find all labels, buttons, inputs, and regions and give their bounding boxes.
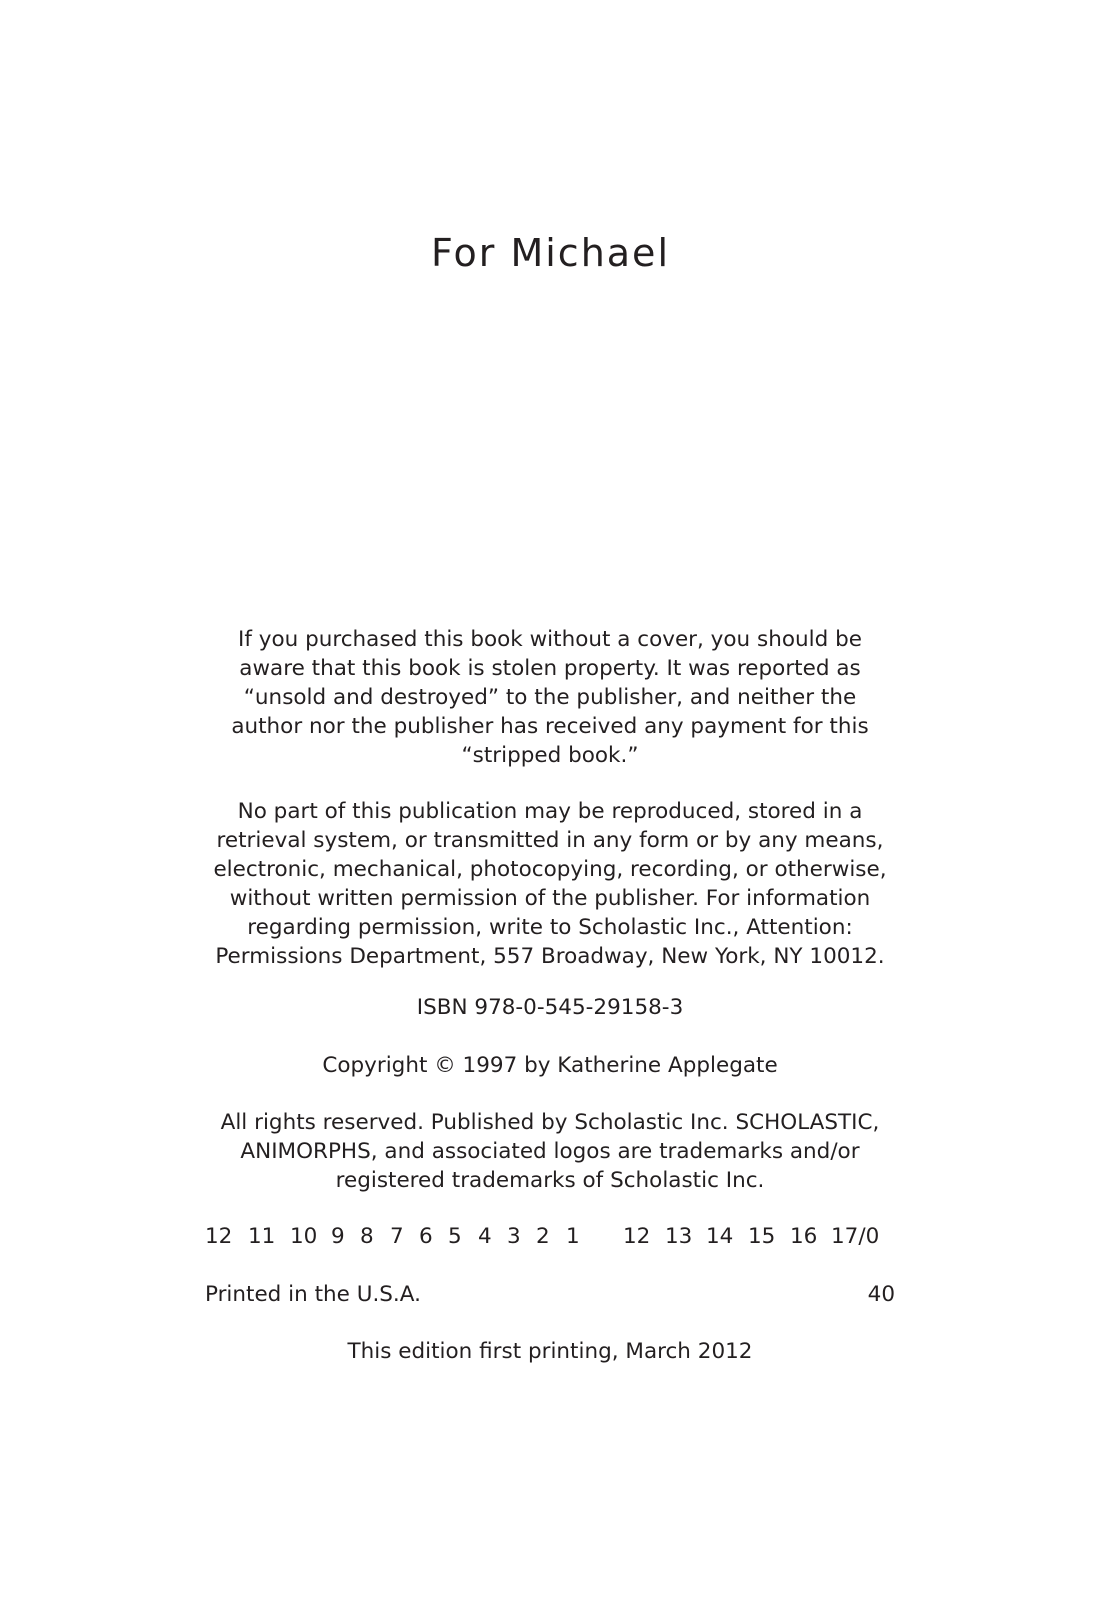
printed-in-row [205,1280,895,1310]
reproduction-rights-notice [205,797,895,971]
rights-line: retrieval system, or transmitted in any form or by any means, [216,828,884,853]
printing-number: 1 [566,1224,580,1249]
printing-number: 5 [448,1224,462,1249]
notice-line: “stripped book.” [461,743,639,768]
printed-in: Printed in the U.S.A. [205,1282,421,1307]
trademark-line: All rights reserved. Published by Scholastic Inc. SCHOLASTIC, [220,1110,880,1135]
printing-number: 4 [478,1224,492,1249]
notice-line: “unsold and destroyed” to the publisher, and neither the [243,685,857,710]
printing-number: 10 [290,1224,318,1249]
rights-line: electronic, mechanical, photocopying, recording, or otherwise, [213,857,887,882]
trademark-notice [205,1108,895,1195]
copyright-line: Copyright © 1997 by Katherine Applegate [322,1053,778,1078]
printing-number: 11 [248,1224,276,1249]
printing-number: 9 [331,1224,345,1249]
dedication: For Michael [431,231,670,275]
printing-number: 13 [665,1224,693,1249]
trademark-line: ANIMORPHS, and associated logos are trademarks and/or [240,1139,860,1164]
printing-number-line [205,1222,895,1252]
notice-line: aware that this book is stolen property. It was reported as [239,656,861,681]
printing-number: 12 [623,1224,651,1249]
printing-number: 2 [536,1224,550,1249]
notice-line: If you purchased this book without a cover, you should be [238,627,862,652]
rights-line: without written permission of the publisher. For information [229,886,871,911]
printing-number: 8 [360,1224,374,1249]
printing-number: 14 [706,1224,734,1249]
isbn: ISBN 978-0-545-29158-3 [416,995,684,1020]
printing-number: 17/0 [831,1224,880,1249]
edition-line: This edition first printing, March 2012 [347,1339,753,1364]
trademark-line: registered trademarks of Scholastic Inc. [335,1168,765,1193]
rights-line: No part of this publication may be reproduced, stored in a [237,799,863,824]
printed-code: 40 [867,1282,895,1307]
printing-number: 6 [419,1224,433,1249]
notice-line: author nor the publisher has received any payment for this [231,714,869,739]
printing-number: 7 [390,1224,404,1249]
rights-line: regarding permission, write to Scholastic Inc., Attention: [247,915,853,940]
rights-line: Permissions Department, 557 Broadway, New York, NY 10012. [215,944,885,969]
printing-number: 12 [205,1224,233,1249]
stripped-book-notice [205,625,895,770]
printing-number: 3 [507,1224,521,1249]
printing-number: 16 [790,1224,818,1249]
printing-number: 15 [748,1224,776,1249]
